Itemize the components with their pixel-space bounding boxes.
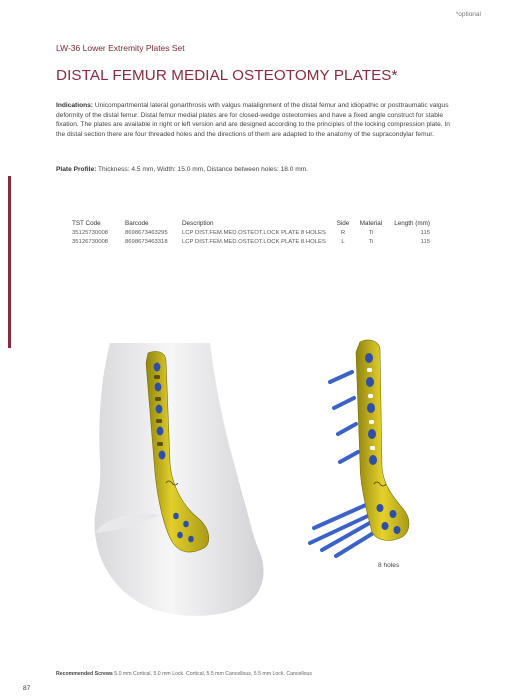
table-row xyxy=(72,229,430,238)
accent-side-bar xyxy=(8,176,11,348)
plate-with-screws-illustration xyxy=(292,338,422,560)
femur-plate-illustration xyxy=(70,343,270,625)
product-table xyxy=(72,220,430,246)
series-title: LW-36 Lower Extremity Plates Set xyxy=(56,43,185,53)
header-barcode: Barcode xyxy=(125,220,149,227)
indications-label: Indications: xyxy=(56,102,93,109)
cell-length: 115 xyxy=(420,230,430,236)
plate-profile xyxy=(56,166,308,173)
header-side: Side xyxy=(336,220,350,227)
page-title: DISTAL FEMUR MEDIAL OSTEOTOMY PLATES* xyxy=(56,67,398,84)
indications-paragraph xyxy=(56,101,458,139)
table-header-row xyxy=(72,220,430,229)
optional-note: *optional xyxy=(455,11,481,18)
cell-side: R xyxy=(340,230,346,236)
header-material: Material xyxy=(359,220,383,227)
cell-barcode: 8698673463295 xyxy=(125,230,168,236)
recommended-screws xyxy=(56,671,312,677)
cell-tst-code: 35125730008 xyxy=(72,230,109,236)
cell-description: LCP DIST.FEM.MED.OSTEOT.LOCK PLATE 8 HOLES xyxy=(182,238,326,245)
cell-barcode: 8698673463318 xyxy=(125,238,168,245)
indications-text: Unicompartmental lateral gonarthrosis with valgus malalignment of the distal femur and idiopathic or posttraumatic valgus deformity of the distal femur. Distal femur medial plates are for closed-wedge osteotomies and have a fixed angle construct for stable fixation. The plates are available in right or left version and are designed according to the principles of the locking compression plate. In the distal section there are four threaded holes and the directions of them are adapted to the anatomy of the supracondylar femur. xyxy=(56,102,450,138)
header-tst-code: TST Code xyxy=(72,220,101,227)
cell-tst-code: 35126730008 xyxy=(72,238,109,245)
cell-side: L xyxy=(341,238,345,245)
cell-description: LCP DIST.FEM.MED.OSTEOT.LOCK PLATE 8 HOLES xyxy=(182,230,326,236)
plate-profile-text: Thickness: 4.5 mm, Width: 15.0 mm, Distance between holes: 18.0 mm. xyxy=(98,166,309,173)
table-row xyxy=(72,238,430,247)
cell-material: Ti xyxy=(368,238,374,245)
header-length: Length (mm) xyxy=(394,220,430,227)
page-number: 87 xyxy=(23,685,31,692)
femur-bone xyxy=(94,343,263,616)
header-description: Description xyxy=(182,220,214,227)
plate-profile-label: Plate Profile: xyxy=(56,166,97,173)
image-caption: 8 holes xyxy=(378,562,400,569)
recommended-screws-text: 5.0 mm Cortical, 5.0 mm Lock. Cortical, 5.5 mm Cancellous, 5.5 mm Lock. Cancellous xyxy=(114,671,313,677)
cell-length: 115 xyxy=(420,238,430,245)
recommended-screws-label: Recommended Screws xyxy=(56,671,113,677)
cell-material: Ti xyxy=(368,230,374,236)
